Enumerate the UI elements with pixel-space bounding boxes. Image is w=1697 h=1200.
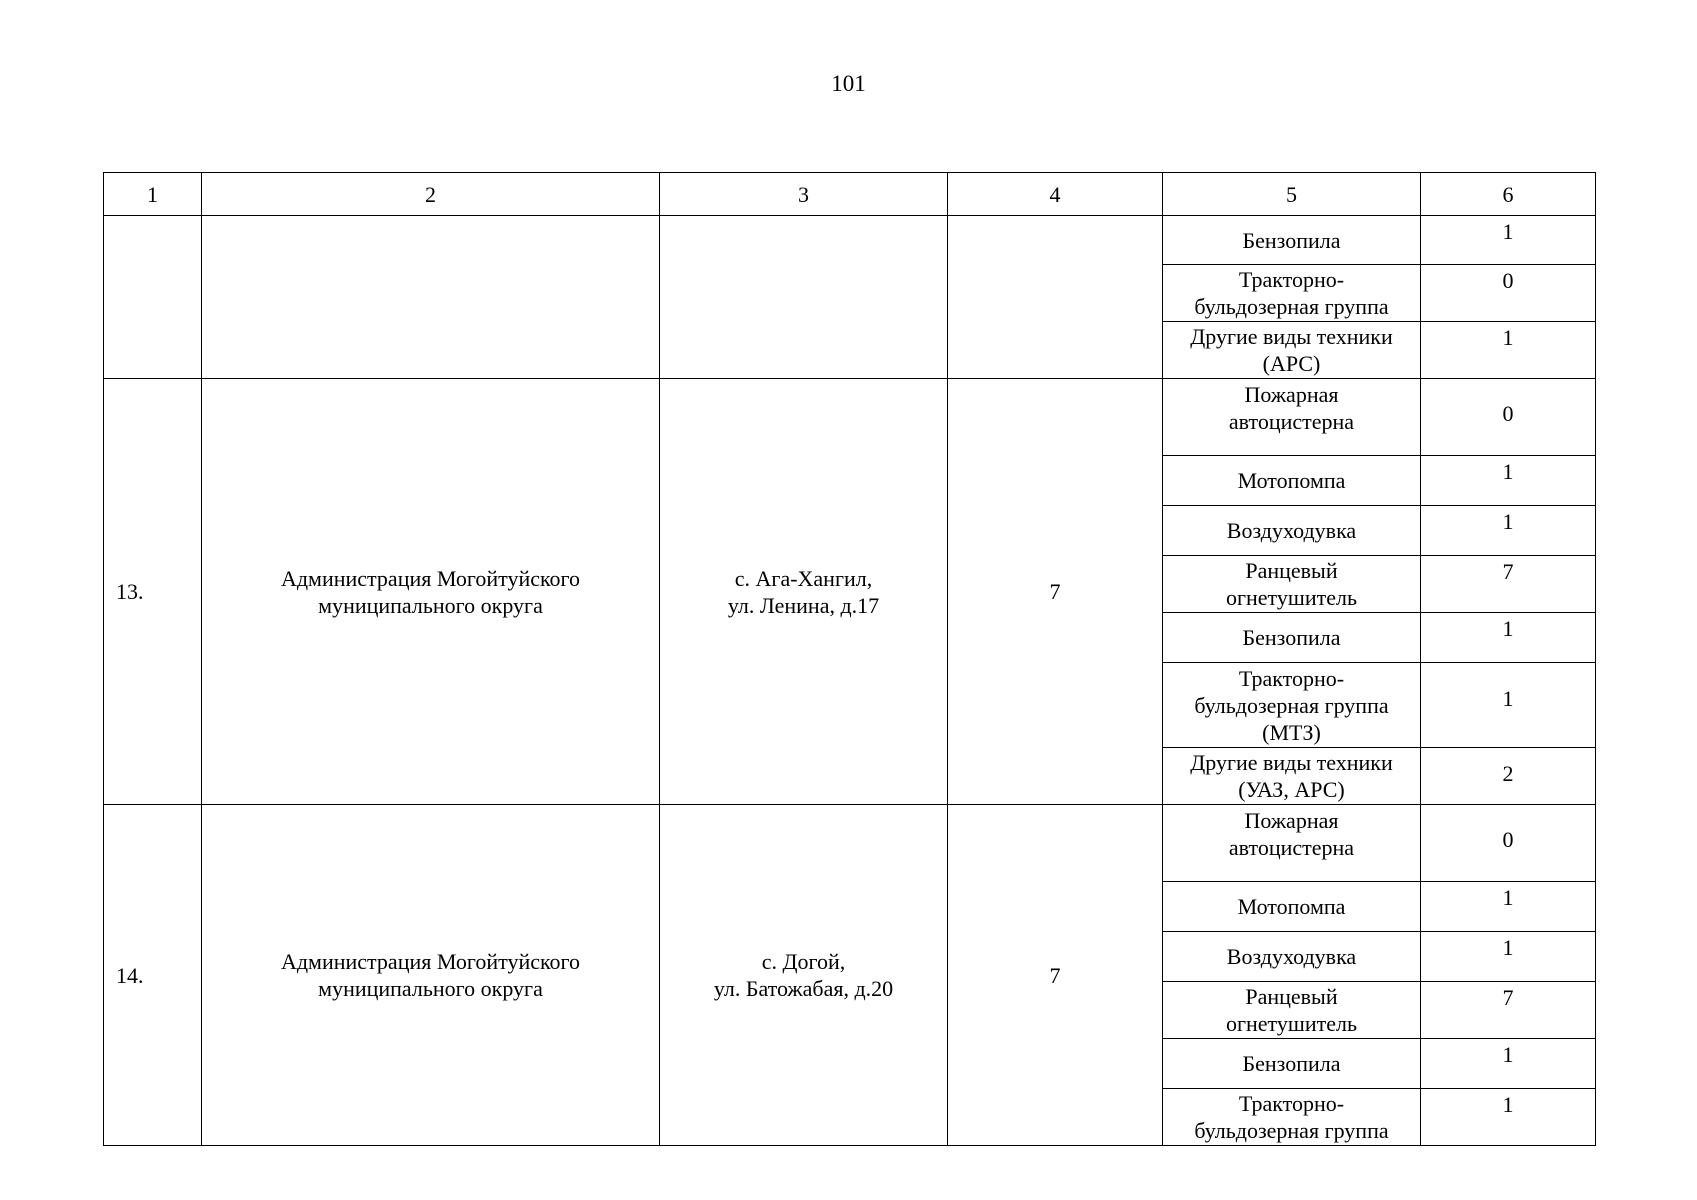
equipment-name: Тракторно- бульдозерная группа bbox=[1163, 1089, 1421, 1146]
organization-name: Администрация Могойтуйского муниципального округа bbox=[202, 805, 660, 1146]
equipment-quantity: 1 bbox=[1421, 216, 1596, 265]
column-header: 6 bbox=[1421, 173, 1596, 216]
row-number: 13. bbox=[104, 379, 202, 805]
column-header: 2 bbox=[202, 173, 660, 216]
equipment-name: Мотопомпа bbox=[1163, 456, 1421, 506]
column-header: 5 bbox=[1163, 173, 1421, 216]
equipment-name: Пожарная автоцистерна bbox=[1163, 379, 1421, 456]
equipment-name: Тракторно- бульдозерная группа (МТЗ) bbox=[1163, 663, 1421, 748]
equipment-name: Мотопомпа bbox=[1163, 882, 1421, 932]
equipment-name: Бензопила bbox=[1163, 1039, 1421, 1089]
column-header: 4 bbox=[948, 173, 1163, 216]
equipment-quantity: 1 bbox=[1421, 506, 1596, 556]
equipment-quantity: 0 bbox=[1421, 379, 1596, 456]
equipment-count: 7 bbox=[948, 805, 1163, 1146]
table-row bbox=[104, 379, 1596, 456]
table-row bbox=[104, 805, 1596, 882]
equipment-quantity: 0 bbox=[1421, 265, 1596, 322]
empty-address-cell bbox=[660, 216, 948, 379]
column-header: 3 bbox=[660, 173, 948, 216]
equipment-quantity: 1 bbox=[1421, 932, 1596, 982]
equipment-name: Бензопила bbox=[1163, 216, 1421, 265]
header-row bbox=[104, 173, 1596, 216]
equipment-quantity: 2 bbox=[1421, 748, 1596, 805]
equipment-name: Пожарная автоцистерна bbox=[1163, 805, 1421, 882]
address: с. Ага-Хангил, ул. Ленина, д.17 bbox=[660, 379, 948, 805]
equipment-quantity: 7 bbox=[1421, 982, 1596, 1039]
row-number: 14. bbox=[104, 805, 202, 1146]
equipment-name: Другие виды техники (АРС) bbox=[1163, 322, 1421, 379]
equipment-quantity: 1 bbox=[1421, 882, 1596, 932]
equipment-name: Воздуходувка bbox=[1163, 932, 1421, 982]
equipment-quantity: 1 bbox=[1421, 322, 1596, 379]
organization-name: Администрация Могойтуйского муниципального округа bbox=[202, 379, 660, 805]
column-header: 1 bbox=[104, 173, 202, 216]
empty-number-cell bbox=[104, 216, 202, 379]
equipment-name: Воздуходувка bbox=[1163, 506, 1421, 556]
address: с. Догой, ул. Батожабая, д.20 bbox=[660, 805, 948, 1146]
equipment-quantity: 0 bbox=[1421, 805, 1596, 882]
equipment-name: Ранцевый огнетушитель bbox=[1163, 982, 1421, 1039]
empty-count-cell bbox=[948, 216, 1163, 379]
equipment-table bbox=[103, 172, 1596, 1146]
equipment-quantity: 7 bbox=[1421, 556, 1596, 613]
page-number: 101 bbox=[831, 71, 866, 96]
equipment-name: Бензопила bbox=[1163, 613, 1421, 663]
equipment-name: Другие виды техники (УАЗ, АРС) bbox=[1163, 748, 1421, 805]
equipment-count: 7 bbox=[948, 379, 1163, 805]
equipment-quantity: 1 bbox=[1421, 663, 1596, 748]
empty-organization-cell bbox=[202, 216, 660, 379]
equipment-quantity: 1 bbox=[1421, 1089, 1596, 1146]
equipment-name: Тракторно- бульдозерная группа bbox=[1163, 265, 1421, 322]
equipment-name: Ранцевый огнетушитель bbox=[1163, 556, 1421, 613]
equipment-quantity: 1 bbox=[1421, 456, 1596, 506]
equipment-quantity: 1 bbox=[1421, 1039, 1596, 1089]
table-row bbox=[104, 216, 1596, 265]
equipment-quantity: 1 bbox=[1421, 613, 1596, 663]
